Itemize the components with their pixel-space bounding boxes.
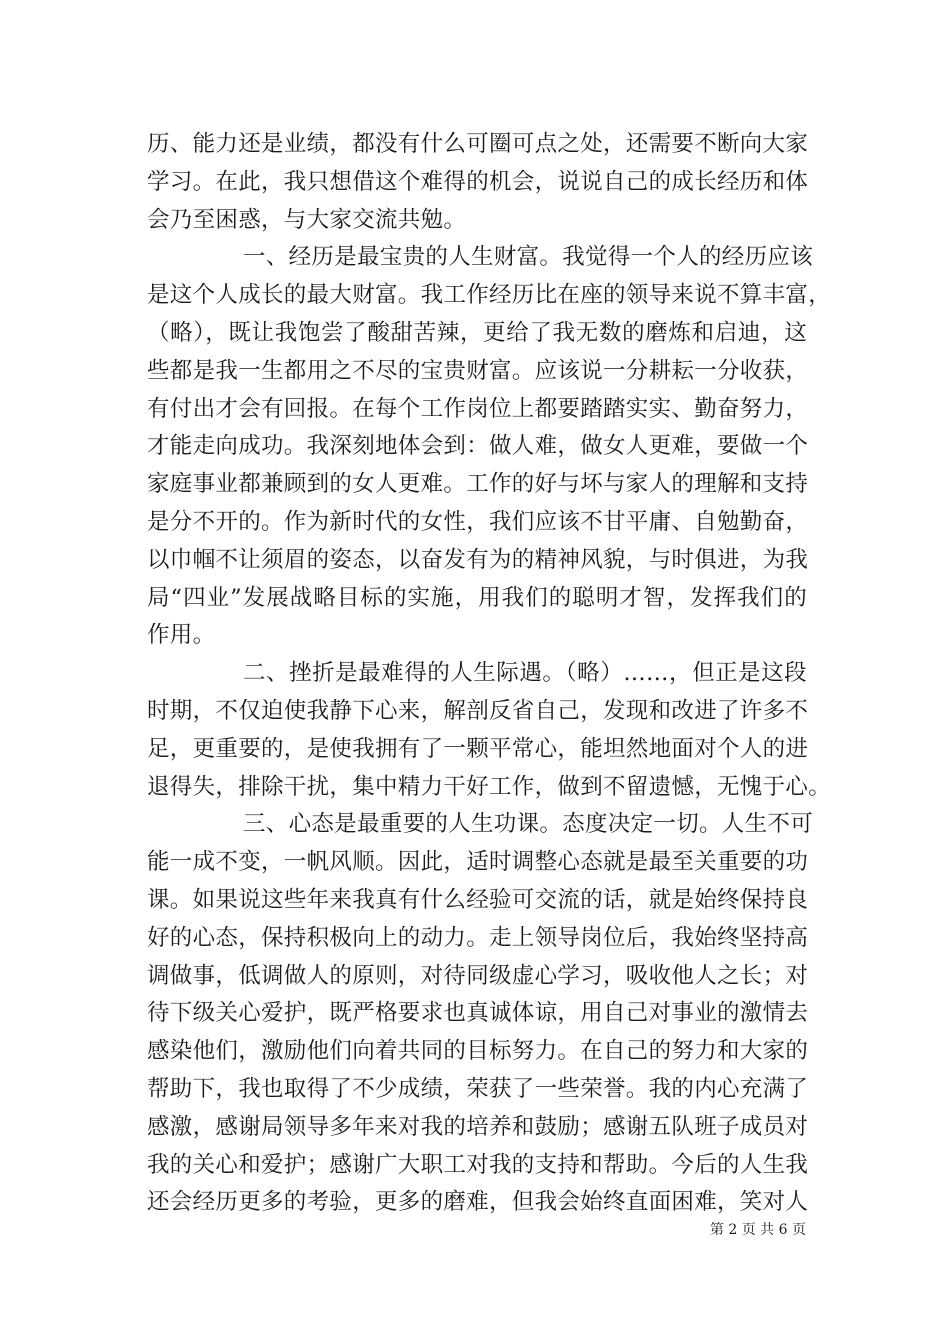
text-line: 以巾帼不让须眉的姿态，以奋发有为的精神风貌，与时俱进，为我: [147, 546, 809, 573]
text-line: 调做事，低调做人的原则，对待同级虚心学习，吸收他人之长；对: [147, 962, 809, 989]
text-line: 课。如果说这些年来我真有什么经验可交流的话，就是始终保持良: [147, 886, 809, 913]
text-line: 帮助下，我也取得了不少成绩，荣获了一些荣誉。我的内心充满了: [147, 1075, 809, 1102]
text-line: 些都是我一生都用之不尽的宝贵财富。应该说一分耕耘一分收获，: [147, 357, 809, 384]
text-line: 好的心态，保持积极向上的动力。走上领导岗位后，我始终坚持高: [147, 924, 809, 951]
text-line: 退得失，排除干扰，集中精力干好工作，做到不留遗憾，无愧于心。: [147, 773, 832, 800]
text-line: 三、心态是最重要的人生功课。态度决定一切。人生不可: [243, 811, 814, 838]
text-line: 感染他们，激励他们向着共同的目标努力。在自己的努力和大家的: [147, 1038, 809, 1065]
text-line: 家庭事业都兼顾到的女人更难。工作的好与坏与家人的理解和支持: [147, 471, 809, 498]
text-line: 我的关心和爱护；感谢广大职工对我的支持和帮助。今后的人生我: [147, 1151, 809, 1178]
text-line: 是这个人成长的最大财富。我工作经历比在座的领导来说不算丰富，: [147, 282, 832, 309]
text-line: 作用。: [147, 622, 216, 649]
text-line: 待下级关心爱护，既严格要求也真诚体谅，用自己对事业的激情去: [147, 1000, 809, 1027]
text-line: 局“四业”发展战略目标的实施，用我们的聪明才智，发挥我们的: [147, 584, 807, 611]
page-number: 第 2 页 共 6 页: [709, 1222, 806, 1238]
text-line: 能一成不变，一帆风顺。因此，适时调整心态就是最至关重要的功: [147, 849, 809, 876]
text-line: 感激，感谢局领导多年来对我的培养和鼓励；感谢五队班子成员对: [147, 1113, 809, 1140]
text-line: （略），既让我饱尝了酸甜苦辣，更给了我无数的磨炼和启迪，这: [147, 319, 807, 346]
text-line: 一、经历是最宝贵的人生财富。我觉得一个人的经历应该: [243, 244, 814, 271]
text-line: 会乃至困惑，与大家交流共勉。: [147, 206, 467, 233]
text-line: 有付出才会有回报。在每个工作岗位上都要踏踏实实、勤奋努力，: [147, 395, 809, 422]
text-line: 足，更重要的，是使我拥有了一颗平常心，能坦然地面对个人的进: [147, 735, 809, 762]
text-line: 时期，不仅迫使我静下心来，解剖反省自己，发现和改进了许多不: [147, 697, 809, 724]
text-line: 二、挫折是最难得的人生际遇。（略）……，但正是这段: [243, 660, 807, 687]
body-text: [147, 126, 832, 1222]
text-line: 是分不开的。作为新时代的女性，我们应该不甘平庸、自勉勤奋，: [147, 508, 809, 535]
text-line: 才能走向成功。我深刻地体会到：做人难，做女人更难，要做一个: [147, 433, 809, 460]
text-line: 还会经历更多的考验，更多的磨难，但我会始终直面困难，笑对人: [147, 1189, 809, 1216]
text-line: 学习。在此，我只想借这个难得的机会，说说自己的成长经历和体: [147, 168, 809, 195]
text-line: 历、能力还是业绩，都没有什么可圈可点之处，还需要不断向大家: [147, 131, 809, 157]
